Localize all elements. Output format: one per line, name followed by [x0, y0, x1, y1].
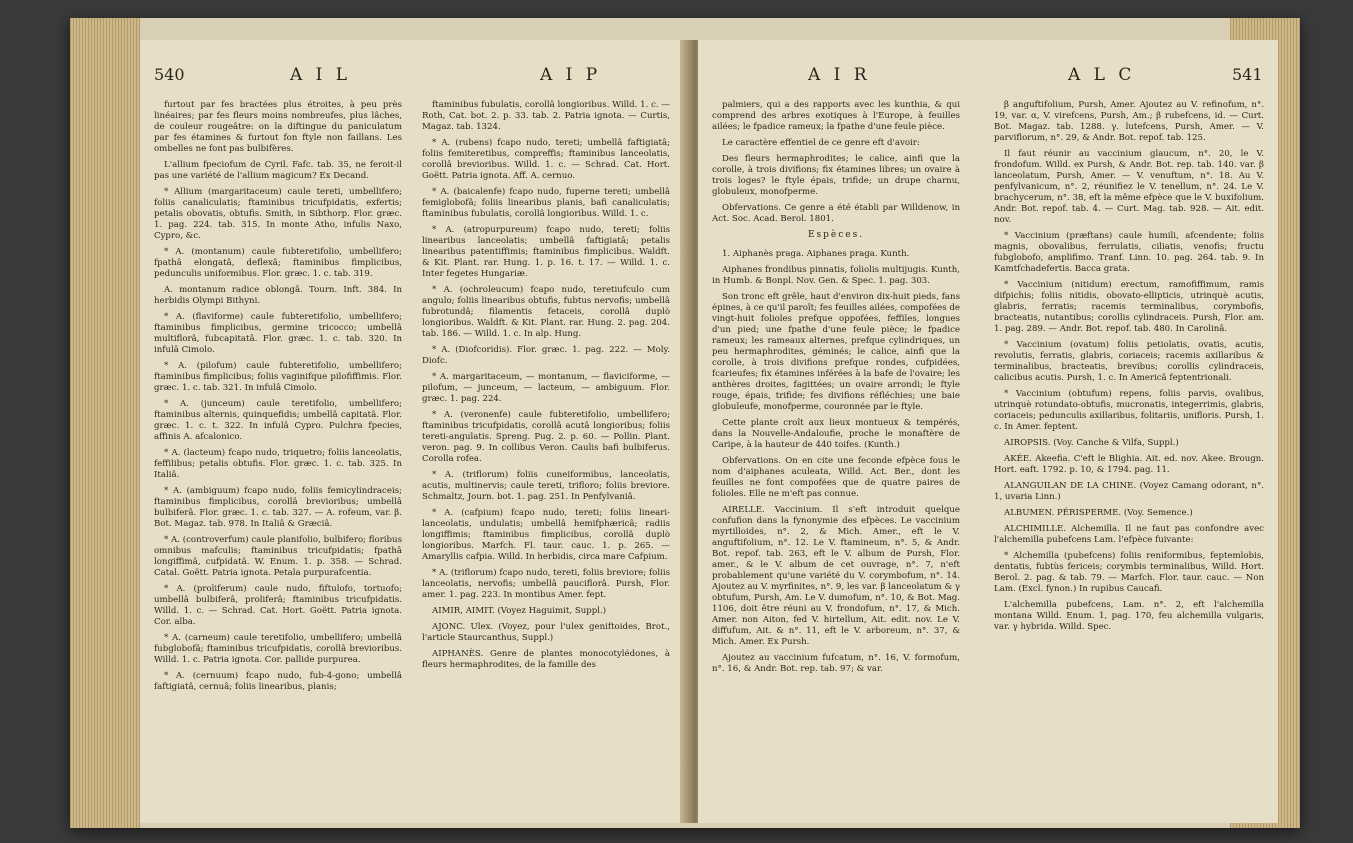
paragraph: AIPHANÈS. Genre de plantes monocotylédones, à fleurs hermaphrodites, de la famille des [422, 649, 670, 670]
paragraph: * A. (triflorum) fcapo nudo, tereti, foliis breviore; foliis lanceolatis, nervofis; umbellâ pauciflorâ. Pursh, Flor. amer. 1. pag. 223. In montibus Amer. fept. [422, 568, 670, 600]
page-number: 540 [154, 65, 185, 84]
paragraph: * Vaccinium (obtufum) repens, foliis parvis, ovalibus, utrinquè rotundato-obtufis, mucronatis, integerrimis, glabris, coriaceis; pedunculis axillaribus, folitariis, unifloris. Pursh, 1. c. In Amer. feptent. [994, 389, 1264, 432]
running-head-word: A I L [290, 65, 352, 85]
left-running-header [140, 65, 685, 91]
paragraph: * A. (flaviforme) caule fubteretifolio, umbellifero; ftaminibus fimplicibus, germine tricocco; umbellâ multiflorâ, fubcapitatâ. Flor. græc. 1. c. tab. 320. In infulâ Cimolo. [154, 312, 402, 355]
right-page [698, 40, 1278, 823]
paragraph: * A. (ochroleucum) fcapo nudo, teretiufculo cum angulo; foliis linearibus obtufis, fubtus nervofis; umbellâ fubrotundâ; filamentis fetaceis, corollâ duplò longioribus. Waldft. & Kit. Plant. rar. Hung. 2. pag. 204. tab. 186. — Willd. 1. c. In alp. Hung. [422, 285, 670, 339]
paragraph: * A. (veronenfe) caule fubteretifolio, umbellifero; ftaminibus tricufpidatis, corollâ acutâ longioribus; foliis tereti-angulatis. Spreng. Pug. 2. p. 60. — Pollin. Plant. veron. pag. 9. In collibus Veron. Caulis bafi bulbiferus. Corolla rofea. [422, 410, 670, 464]
paragraph: * A. (atropurpureum) fcapo nudo, tereti; foliis linearibus lanceolatis; umbellâ faftigiatâ; petalis linearibus patentiffimis; ftaminibus fimplicibus. Waldft. & Kit. Plant. rar. Hung. 1. p. 16. t. 17. — Willd. 1. c. Inter fegetes Hungariæ. [422, 225, 670, 279]
paragraph: β anguftifolium, Pursh, Amer. Ajoutez au V. refinofum, n°. 19, var. α, V. virefcens, Pursh, Am.; β rubefcens, id. — Curt. Bot. Magaz. tab. 1288. γ. lutefcens, Pursh, Amer. — V. parviflorum, n°. 29, & Andr. Bot. repof. tab. 125. [994, 100, 1264, 143]
paragraph: * Vaccinium (ovatum) foliis petiolatis, ovatis, acutis, revolutis, ferratis, glabris, coriaceis; racemis axillaribus & terminalibus, bracteatis, brevibus; corollis cylindraceis, calicibus acutis. Pursh, 1. c. In Americâ feptentrionali. [994, 340, 1264, 383]
paragraph: Des fleurs hermaphrodites; le calice, ainfi que la corolle, à trois divifions; fix étamines libres; un ovaire à trois loges? le ftyle épais, trifide; un drupe charnu, globuleux, monofperme. [712, 154, 960, 197]
paragraph: * A. (cafpium) fcapo nudo, tereti; foliis lineari-lanceolatis, undulatis; umbellâ hemifphæricâ; radiis longiffimis; ftaminibus fimplicibus, corollâ duplò longioribus. Marfch. Fl. taur. cauc. 1. p. 265. — Amaryllis cafpia. Willd. In herbidis, circa mare Cafpium. [422, 508, 670, 562]
page-number: 541 [1232, 65, 1263, 84]
paragraph: * A. (lacteum) fcapo nudo, triquetro; foliis lanceolatis, feffilibus; petalis obtufis. Flor. græc. 1. c. tab. 325. In Italiâ. [154, 448, 402, 480]
paragraph: * Alchemilla (pubefcens) foliis reniformibus, feptemlobis, dentatis, fubtùs fericeis; corymbis terminalibus, Willd. Hort. Berol. 2. pag. & tab. 79. — Marfch. Flor. taur. cauc. — Non Lam. (Excl. fynon.) In rupibus Caucafi. [994, 551, 1264, 594]
paragraph: * A. (junceum) caule teretifolio, umbellifero; ftaminibus alternis, quinquefidis; umbellâ capitatâ. Flor. græc. 1. c. t. 322. In infulâ Cypro. Pulchra fpecies, affinis A. afcalonico. [154, 399, 402, 442]
paragraph: * A. (proliferum) caule nudo, fiftulofo, tortuofo; umbellâ bulbiferâ, proliferâ; ftaminibus tricufpidatis. Willd. 1. c. — Schrad. Cat. Hort. Goëtt. Patria ignota. Cor. alba. [154, 584, 402, 627]
paragraph: * A. (baicalenfe) fcapo nudo, fuperne tereti; umbellâ femiglobofâ; foliis linearibus planis, bafi canaliculatis; ftaminibus fubulatis, corollâ longioribus. Willd. 1. c. [422, 187, 670, 219]
paragraph: A. montanum radice oblongâ. Tourn. Inft. 384. In herbidis Olympi Bithyni. [154, 285, 402, 306]
paragraph: ALANGUILAN DE LA CHINE. (Voyez Camang odorant, n°. 1, uvaria Linn.) [994, 481, 1264, 502]
paragraph: Ajoutez au vaccinium fufcatum, n°. 16, V. formofum, n°. 16, & Andr. Bot. rep. tab. 97; & var. [712, 653, 960, 674]
paragraph: ALBUMEN. PÉRISPERME. (Voy. Semence.) [1004, 508, 1193, 518]
paragraph: AIMIR, AIMIT. (Voyez Haguimit, Suppl.) [432, 606, 607, 616]
left-page-column-2 [422, 100, 670, 819]
paragraph: * Vaccinium (præftans) caule humili, afcendente; foliis magnis, obovalibus, ferrulatis, ciliatis, venofis; fructu fubglobofo, amplifimo. Tranf. Linn. 10. pag. 264. tab. 9. In Kamtfchadefertis. Bacca grata. [994, 231, 1264, 274]
paragraph: 1. Aiphanès praga. Aiphanes praga. Kunth. [722, 249, 910, 259]
paragraph: Obfervations. On en cite une feconde efpèce fous le nom d'aiphanes aculeata, Willd. Act. Ber., dont les feuilles ne font compofées que de quatre paires de folioles. Elle ne m'eft pas connue. [712, 456, 960, 499]
paragraph: * Vaccinium (nitidum) erectum, ramofiffimum, ramis difpichis; foliis nitidis, obovato-ellipticis, utrinquè acutis, glabris, ferratis; racemis terminalibus, corymbofis, bracteatis, nutantibus; corollis cylindraceis. Pursh, Flor. am. 1. pag. 289. — Andr. Bot. repof. tab. 480. In Carolinâ. [994, 280, 1264, 334]
paragraph: AIROPSIS. (Voy. Canche & Vilfa, Suppl.) [1004, 438, 1179, 448]
paragraph: Son tronc eft grêle, haut d'environ dix-huit pieds, fans épines, à ce qu'il paroît; fes feuilles ailées, compofées de vingt-huit folioles prefque oppofées, feffiles, longues d'un pied; une fpathe d'une feule pièce; le fpadice rameux; les rameaux alternes, prefque cylindriques, un peu hermaphrodites, géminés; le calice, ainfi que la corolle, à trois divifions prefque rondes, cufpidées, fcarieufes; fix étamines inférées à la bafe de l'ovaire; les anthères droites, fagittées; un ovaire arrondi; le ftyle rouge, épais, trifide; fes divifions réfléchies; une baie globuleufe, monofperme, couronnée par le ftyle. [712, 292, 960, 412]
paragraph: * A. margaritaceum, — montanum, — flaviciforme, — pilofum, — junceum, — lacteum, — ambiguum. Flor. græc. 1. pag. 224. [422, 372, 670, 404]
paragraph: L'alchemilla pubefcens, Lam. n°. 2, eft l'alchemilla montana Willd. Enum. 1, pag. 170, feu alchemilla vulgaris, var. γ hybrida. Willd. Spec. [994, 600, 1264, 632]
left-page [140, 40, 686, 823]
paragraph: * Allium (margaritaceum) caule tereti, umbellifero; foliis canaliculatis; ftaminibus tricufpidatis, exfertis; petalis obovatis, obtufis. Smith, in Sibthorp. Flor. græc. 1. pag. 224. tab. 315. In monte Atho, infulis Naxo, Cypro, &c. [154, 187, 402, 241]
paragraph: AIRELLE. Vaccinium. Il s'eft introduit quelque confufion dans la fynonymie des efpèces. Le vaccinium myrtilloides, n°. 2, & Mich. Amer., eft le V. anguftifolium, n°. 12. Le V. ftamineum, n°. 5, & Andr. Bot. repof. tab. 263, eft le V. album de Pursh, Flor. amer., & le V. album de cet ouvrage, n°. 7, n'eft probablement qu'une variété du V. corymbofum, n°. 14. Ajoutez au V. myrfinites, n°. 9, les var. β lanceolatum & γ obtufum, Pursh, Am. Le V. dumofum, n°. 10, & Bot. Mag. 1106, doit être réuni au V. frondofum, n°. 17, & Mich. Amer. non Aiton, fed V. hirtellum, Ait. edit. nov. Le V. diffufum, Ait. & n°. 11, eft le V. arboreum, n°. 37, & Mich. Amer. Ex Pursh. [712, 505, 960, 647]
paragraph: palmiers, qui a des rapports avec les kunthia, & qui comprend des arbres exotiques à l'Europe, à feuilles ailées; le fpadice rameux; la fpathe d'une feule pièce. [712, 100, 960, 132]
running-head-word: A I P [540, 65, 602, 85]
paragraph: * A. (rubens) fcapo nudo, tereti; umbellâ faftigiatâ; foliis femiteretibus, compreffis; ftaminibus lanceolatis, corollâ brevioribus. Willd. 1. c. — Schrad. Cat. Hort. Goëtt. Patria ignota. Aff. A. cernuo. [422, 138, 670, 181]
paragraph: ALCHIMILLE. Alchemilla. Il ne faut pas confondre avec l'alchemilla pubefcens Lam. l'efpèce fuivante: [994, 524, 1264, 545]
paragraph: * A. (controverfum) caule planifolio, bulbifero; floribus omnibus mafculis; ftaminibus tricufpidatis; fpathâ longiffimâ, cufpidatâ. W. Enum. 1. p. 358. — Schrad. Catal. Goëtt. Patria ignota. Petala purpurafcentia. [154, 535, 402, 578]
running-head-word: A I R [808, 65, 871, 85]
running-head-word: A L C [1068, 65, 1136, 85]
paragraph: Cette plante croît aux lieux montueux & tempérés, dans la Nouvelle-Andaloufie, proche le monaftère de Caripe, à la hauteur de 440 toifes. (Kunth.) [712, 418, 960, 450]
paragraph: Il faut réunir au vaccinium glaucum, n°. 20, le V. frondofum. Willd. ex Pursh, & Andr. Bot. rep. tab. 140. var. β lanceolatum, Pursh, Amer. — V. venuftum, n°. 18. Au V. penfylvanicum, n°. 2, réunifiez le V. tenellum, n°. 24. Le V. brachycerum, n°. 38, eft la même efpèce que le V. buxifolium. Andr. Bot. repof. tab. 4. — Curt. Mag. tab. 928. — Ait. edit. nov. [994, 149, 1264, 225]
paragraph: * A. (triflorum) foliis cuneiformibus, lanceolatis, acutis, multinervis; caule tereti, trifloro; foliis breviore. Schmaltz, Journ. bot. 1. pag. 251. In Penfylvaniâ. [422, 470, 670, 502]
right-page-column-2 [994, 100, 1264, 819]
paragraph: ftaminibus fubulatis, corollâ longioribus. Willd. 1. c. — Roth, Cat. bot. 2. p. 33. tab. 2. Patria ignota. — Curtis, Magaz. tab. 1324. [422, 100, 670, 132]
paragraph: Obfervations. Ce genre a été établi par Willdenow, in Act. Soc. Acad. Berol. 1801. [712, 203, 960, 224]
paragraph: Espèces. [807, 230, 865, 240]
paragraph: AJONC. Ulex. (Voyez, pour l'ulex geniftoides, Brot., l'article Staurcanthus, Suppl.) [422, 622, 670, 643]
paragraph: * A. (pilofum) caule fubteretifolio, umbellifero; ftaminibus fimplicibus; foliis vaginifque pilofiffimis. Flor. græc. 1. c. tab. 321. In infulâ Cimolo. [154, 361, 402, 393]
right-page-column-1 [712, 100, 960, 819]
page-edges-left [70, 18, 140, 828]
paragraph: Aiphanes frondibus pinnatis, foliolis multijugis. Kunth, in Humb. & Bonpl. Nov. Gen. & Spec. 1. pag. 303. [712, 265, 960, 286]
right-running-header [698, 65, 1278, 91]
paragraph: * A. (ambiguum) fcapo nudo, foliis femicylindraceis; ftaminibus fimplicibus, corollâ brevioribus; umbellâ bulbiferâ. Flor. græc. 1. c. tab. 327. — A. rofeum, var. β. Bot. Magaz. tab. 978. In Italiâ & Græciâ. [154, 486, 402, 529]
paragraph: * A. (Diofcoridis). Flor. græc. 1. pag. 222. — Moly. Diofc. [422, 345, 670, 366]
paragraph: furtout par fes bractées plus étroites, à peu près linéaires; par fes fleurs moins nombreufes, plus lâches, de couleur rougeâtre: on la diftingue du paniculatum par fes étamines & furtout fon ftyle non faillans. Les ombelles ne font pas bulbifères. [154, 100, 402, 154]
paragraph: * A. (cernuum) fcapo nudo, fub-4-gono; umbellâ faftigiatâ, cernuâ; foliis linearibus, planis; [154, 671, 402, 692]
paragraph: Le caractère effentiel de ce genre eft d'avoir: [722, 138, 920, 148]
paragraph: AKÉE. Akeefia. C'eft le Blighia. Ait. ed. nov. Akee. Brougn. Hort. eaft. 1792. p. 10, & 1794. pag. 11. [994, 454, 1264, 475]
paragraph: L'allium fpeciofum de Cyril. Fafc. tab. 35, ne feroit-il pas une variété de l'allium magicum? Ex Decand. [154, 160, 402, 181]
left-page-column-1 [154, 100, 402, 819]
paragraph: * A. (montanum) caule fubteretifolio, umbellifero; fpathâ elongatâ, deflexâ; ftaminibus fimplicibus, pedunculis uniformibus. Flor. græc. 1. c. tab. 319. [154, 247, 402, 279]
paragraph: * A. (carneum) caule teretifolio, umbellifero; umbellâ fubglobofâ; ftaminibus tricufpidatis, corollâ brevioribus. Willd. 1. c. Patria ignota. Cor. pallide purpurea. [154, 633, 402, 665]
